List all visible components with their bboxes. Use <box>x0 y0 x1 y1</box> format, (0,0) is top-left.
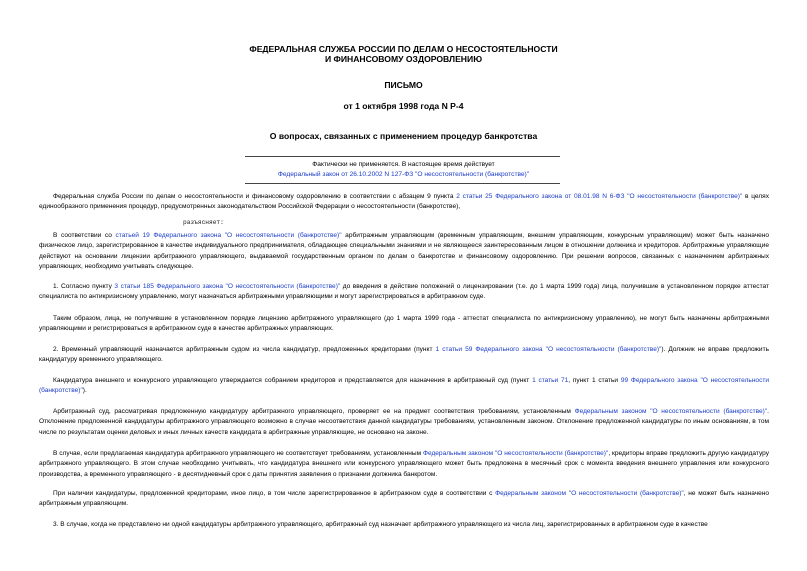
paragraph-item-2 <box>39 345 769 366</box>
paragraph-item-3 <box>39 520 769 530</box>
text: в целях единообразного применения процедур, предусмотренных законодательством Российской Федерации о несостоятельности (банкротстве), <box>39 193 769 211</box>
status-note-link-row <box>0 170 807 180</box>
text: 3. В случае, когда не представлено ни одной кандидатуры арбитражного управляющего, арбитражный суд назначает арбитражного управляющего из числа лиц, зарегистрированных в арбитражном суде в качестве <box>53 521 708 528</box>
text: , не может быть назначено арбитражным управляющим. <box>39 490 770 508</box>
text: , кредиторы вправе предложить другую кандидатуру арбитражного управляющего. В этом случае необходимо учитывать, что кандидатура внешнего или конкурсного управляющего может быть предложена в месячный срок с момента введения внешнего управления или конкурсного производства, а временного управляющего - в десятидневный срок с даты принятия заявления о признании должника банкротом. <box>39 450 770 478</box>
text: Кандидатура внешнего и конкурсного управляющего утверждается собранием кредиторов и представляется для назначения в арбитражный суд (пункт <box>53 377 533 384</box>
text: 1. Согласно пункту <box>53 283 115 290</box>
text: . Отклонение предложенной кандидатуры арбитражного управляющего возможно в случае несоответствия данной кандидатуры требованиям, установленным законом. Отклонение предложенной кандидатуры по иным основаниям, в том числе по результатам оценки деловых и иных личных качеств кандидата в арбитражные управляющие, не основано на законе. <box>39 408 769 436</box>
text: Таким образом, лица, не получившие в установленном порядке лицензию арбитражного управляющего (до 1 марта 1999 года - аттестат специалиста по антикризисному управлению), не могут быть назначены арбитражными управляющими и регистрироваться в арбитражном суде в качестве арбитражных управляющих. <box>39 315 769 333</box>
paragraph-preamble <box>39 192 769 213</box>
document-type: ПИСЬМО <box>384 80 423 90</box>
text: В случае, если предлагаемая кандидатура арбитражного управляющего не соответствует требованиям, установленным <box>53 450 423 457</box>
law-link-federal-law-2[interactable]: Федеральным законом "О несостоятельности (банкротстве)" <box>423 450 609 457</box>
law-link-art71[interactable]: 1 статьи 71 <box>532 377 569 384</box>
current-law-link[interactable]: Федеральный закон от 26.10.2002 N 127-ФЗ "О несостоятельности (банкротстве)" <box>277 171 530 178</box>
law-link-art25[interactable]: 2 статьи 25 Федерального закона от 08.01.98 N 6-ФЗ "О несостоятельности (банкротстве)" <box>456 193 743 200</box>
paragraph-creditor-candidate <box>39 489 769 510</box>
law-link-art99[interactable]: 99 Федерального закона "О несостоятельности (банкротстве)" <box>39 377 770 395</box>
note-top-divider <box>245 156 560 157</box>
paragraph-court-review <box>39 407 769 438</box>
text: ). <box>82 387 87 395</box>
text: арбитражным управляющим (временным управляющим, внешним управляющим, конкурсным управляющим) может быть назначено физическое лицо, зарегистрированное в качестве индивидуального предпринимателя, обладающее специальными знаниями и не являющееся заинтересованным лицом в отношении должника и кредиторов. Арбитражные управляющие действуют на основании лицензии арбитражного управляющего, выдаваемой государственным органом по делам о банкротстве и финансовому оздоровлению. При решении вопросов, связанных с назначением арбитражных управляющих, необходимо учитывать следующее. <box>39 232 770 271</box>
law-link-federal-law-1[interactable]: Федеральным законом "О несостоятельности (банкротстве)" <box>574 408 768 415</box>
text: Федеральная служба России по делам о несостоятельности и финансовому оздоровлению в соответствии с абзацем 9 пункта <box>53 193 457 200</box>
status-note: Фактически не применяется. В настоящее время действует <box>312 161 495 168</box>
law-link-federal-law-3[interactable]: Федеральным законом "О несостоятельности (банкротстве)" <box>495 490 684 497</box>
law-link-art59[interactable]: 1 статьи 59 Федерального закона "О несостоятельности (банкротстве)" <box>435 346 662 353</box>
paragraph-item-1 <box>39 282 769 303</box>
text: При наличии кандидатуры, предложенной кредиторами, иное лицо, в том числе зарегистрированное в арбитражном суде в соответствии с <box>53 490 496 497</box>
text: 2. Временный управляющий назначается арбитражным судом из числа кандидатур, предложенных кредиторами (пункт <box>53 346 436 353</box>
note-bottom-divider <box>245 183 560 184</box>
agency-name-line2: И ФИНАНСОВОМУ ОЗДОРОВЛЕНИЮ <box>324 54 483 64</box>
text: ). Должник не вправе предложить кандидатуру временного управляющего. <box>39 346 769 364</box>
document-date-number: от 1 октября 1998 года N Р-4 <box>343 101 464 111</box>
text: Арбитражный суд, рассматривая предложенную кандидатуру арбитражного управляющего, проверяет ее на предмет соответствия требованиям, установленным <box>53 408 575 415</box>
document-subject: О вопросах, связанных с применением процедур банкротства <box>269 131 538 141</box>
text: до введения в действие положений о лицензировании (т.е. до 1 марта 1999 года) лица, получившие в установленном порядке аттестат специалиста по антикризисному управлению, могут назначаться арбитражными управляющими и могут зарегистрироваться в арбитражном суде. <box>39 283 769 301</box>
text: , пункт 1 статьи <box>568 377 621 384</box>
explains-label: разъясняет: <box>183 219 224 226</box>
text: В соответствии со <box>53 232 116 239</box>
law-link-art185[interactable]: 3 статьи 185 Федерального закона "О несостоятельности (банкротстве)" <box>114 283 341 290</box>
law-link-art19[interactable]: статьей 19 Федерального закона "О несостоятельности (банкротстве)" <box>115 232 342 239</box>
paragraph-appointment <box>39 231 769 273</box>
paragraph-non-compliance <box>39 449 769 480</box>
agency-name-line1: ФЕДЕРАЛЬНАЯ СЛУЖБА РОССИИ ПО ДЕЛАМ О НЕСОСТОЯТЕЛЬНОСТИ <box>249 44 558 54</box>
paragraph-candidacy <box>39 376 769 397</box>
paragraph-licensing <box>39 314 769 335</box>
